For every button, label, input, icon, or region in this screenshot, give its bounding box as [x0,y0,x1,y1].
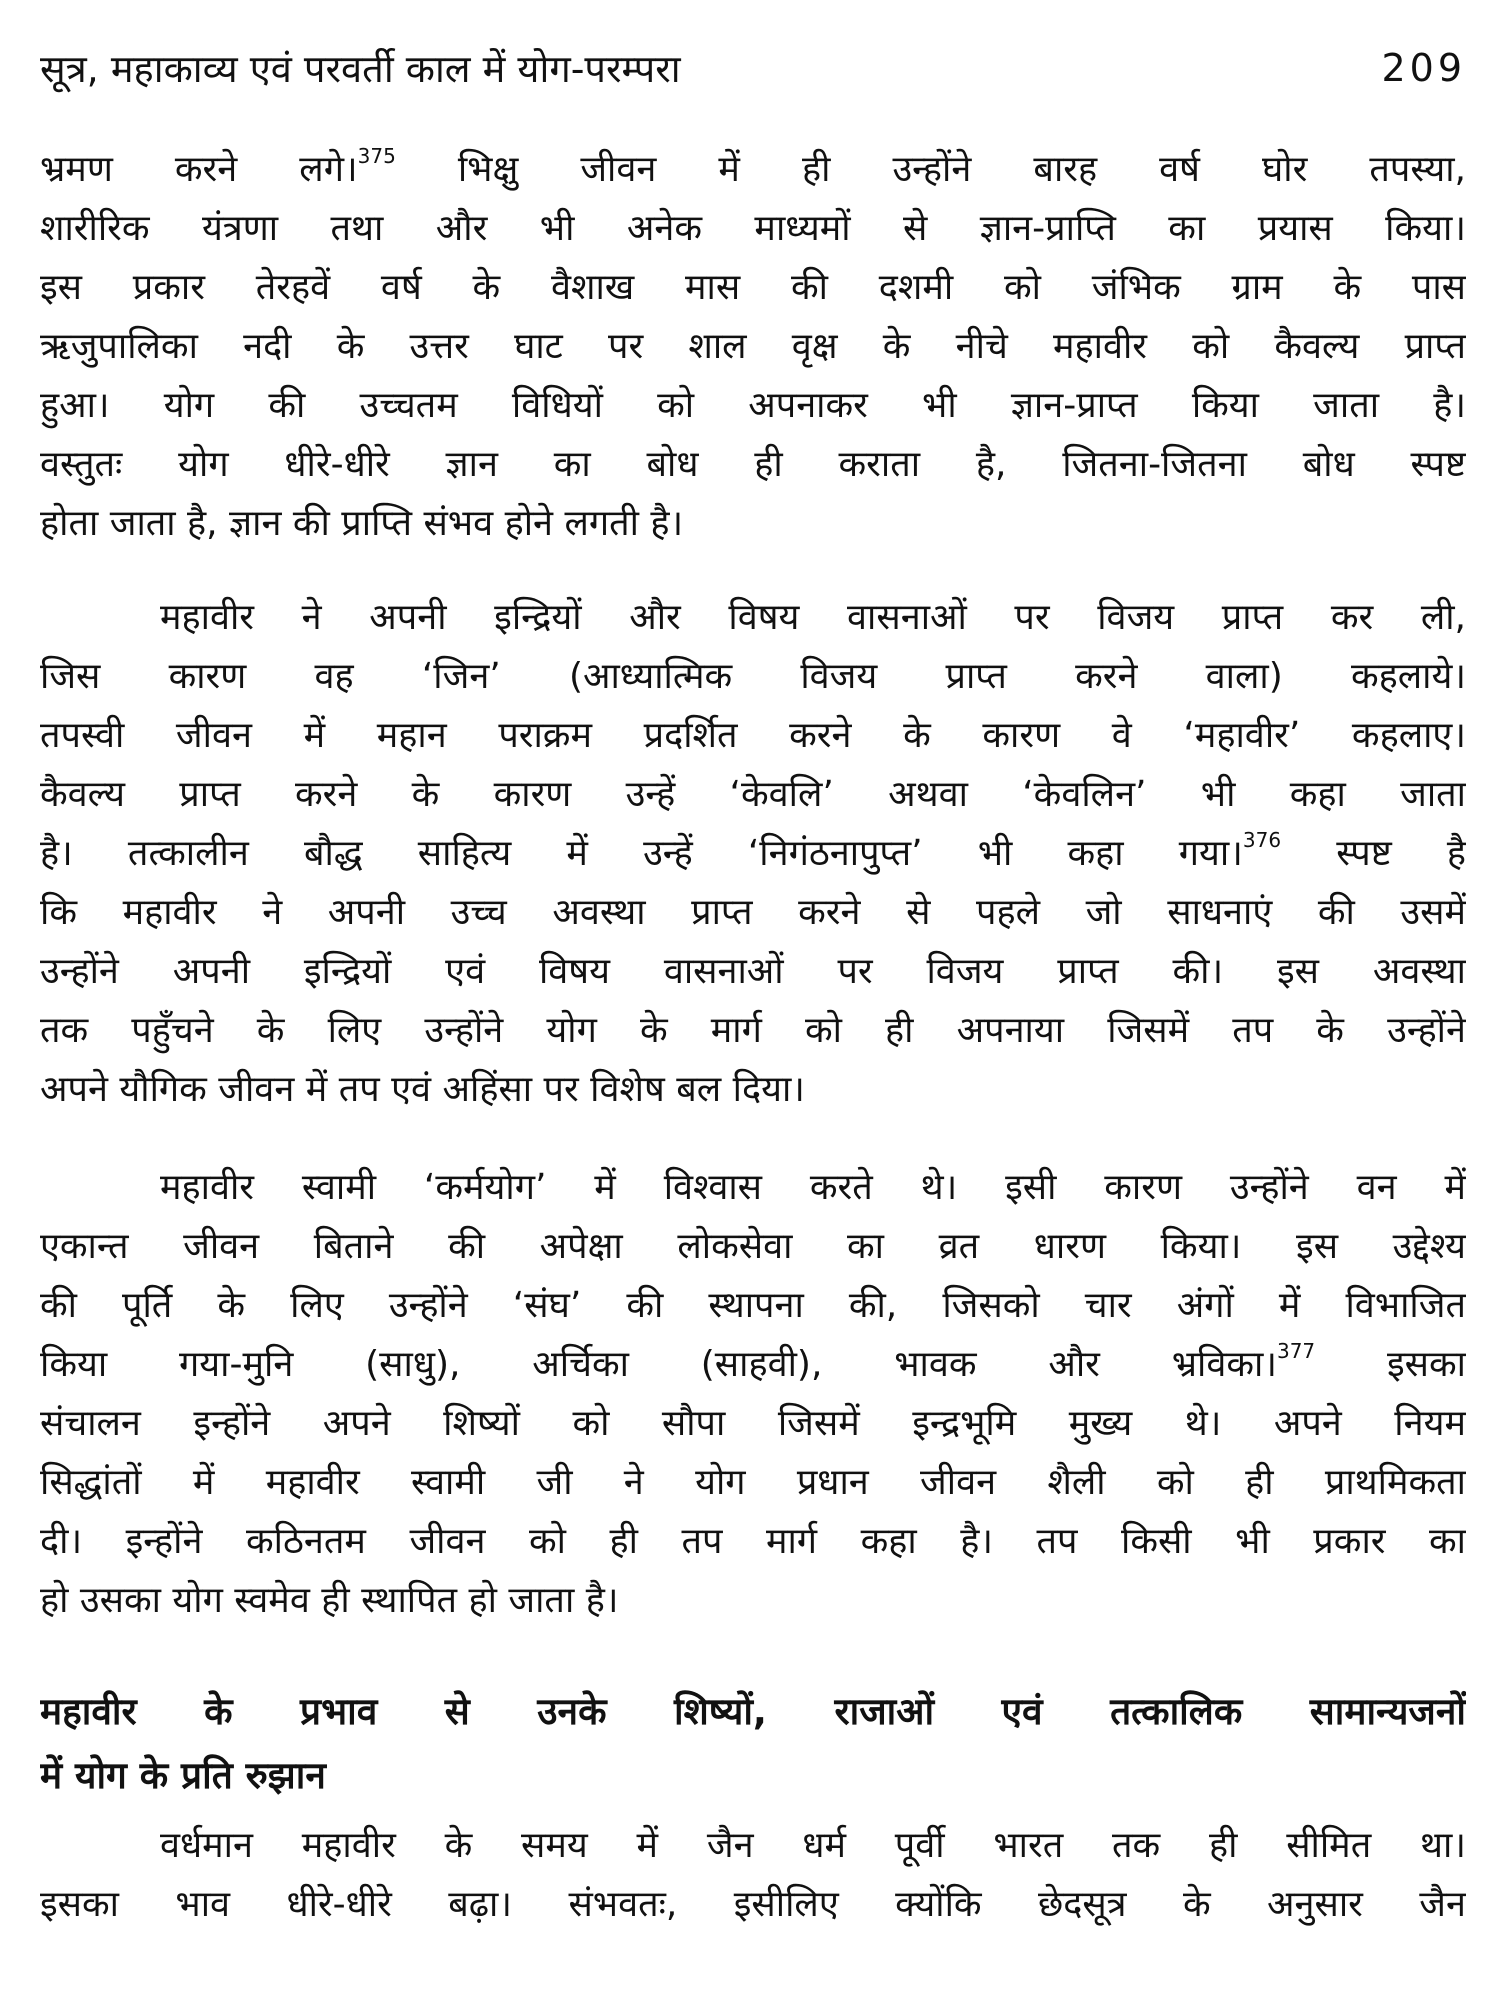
text-line [40,1060,1466,1119]
text-line [40,1276,1466,1335]
text-segment: होता जाता है, ज्ञान की प्राप्ति संभव होने लगती है। [40,503,684,544]
text-segment: हो उसका योग स्वमेव ही स्थापित हो जाता है। [40,1580,619,1621]
text-line [40,140,1466,199]
footnote-marker: 375 [357,144,396,168]
text-segment: शारीरिक यंत्रणा तथा और भी अनेक माध्यमों से ज्ञान-प्राप्ति का प्रयास किया। [40,208,1466,249]
page-number: 209 [1381,46,1466,90]
text-segment: सिद्धांतों में महावीर स्वामी जी ने योग प्रधान जीवन शैली को ही प्राथमिकता [40,1462,1466,1503]
text-segment: महावीर के प्रभाव से उनके शिष्यों, राजाओं एवं तत्कालिक सामान्यजनों [40,1690,1466,1733]
text-segment: दी। इन्होंने कठिनतम जीवन को ही तप मार्ग कहा है। तप किसी भी प्रकार का [40,1521,1466,1562]
text-line [40,1001,1466,1060]
footnote-marker: 376 [1242,828,1282,852]
text-segment: तक पहुँचने के लिए उन्होंने योग के मार्ग को ही अपनाया जिसमें तप के उन्होंने [40,1010,1466,1051]
text-segment: कि महावीर ने अपनी उच्च अवस्था प्राप्त करने से पहले जो साधनाएं की उसमें [40,892,1466,933]
text-segment: संचालन इन्होंने अपने शिष्यों को सौपा जिसमें इन्द्रभूमि मुख्य थे। अपने नियम [40,1403,1466,1444]
text-line [40,258,1466,317]
text-segment: कैवल्य प्राप्त करने के कारण उन्हें ‘केवलि’ अथवा ‘केवलिन’ भी कहा जाता [40,774,1466,815]
text-line [40,1744,1466,1808]
paragraph-1 [40,140,1466,553]
text-segment: वर्धमान महावीर के समय में जैन धर्म पूर्वी भारत तक ही सीमित था। [160,1825,1466,1866]
header-title: सूत्र, महाकाव्य एवं परवर्ती काल में योग-परम्परा [40,47,681,91]
text-line [40,1512,1466,1571]
text-segment: किया गया-मुनि (साधु), अर्चिका (साहवी), भावक और भ्रविका। [40,1344,1277,1385]
text-line [40,317,1466,376]
text-segment: इस प्रकार तेरहवें वर्ष के वैशाख मास की दशमी को जंभिक ग्राम के पास [40,267,1466,308]
text-segment: स्पष्ट है [1281,833,1466,874]
text-segment: जिस कारण वह ‘जिन’ (आध्यात्मिक विजय प्राप्त करने वाला) कहलाये। [40,656,1466,697]
text-line [40,199,1466,258]
footnote-marker: 377 [1276,1339,1316,1363]
text-line [40,1875,1466,1934]
text-line [40,883,1466,942]
text-line [40,647,1466,706]
text-segment: तपस्वी जीवन में महान पराक्रम प्रदर्शित करने के कारण वे ‘महावीर’ कहलाए। [40,715,1466,756]
text-line [40,376,1466,435]
text-segment: एकान्त जीवन बिताने की अपेक्षा लोकसेवा का व्रत धारण किया। इस उद्देश्य [40,1226,1466,1267]
text-segment: महावीर स्वामी ‘कर्मयोग’ में विश्वास करते थे। इसी कारण उन्होंने वन में [160,1167,1466,1208]
text-line [40,1680,1466,1744]
text-line [40,1571,1466,1630]
text-segment: वस्तुतः योग धीरे-धीरे ज्ञान का बोध ही कराता है, जितना-जितना बोध स्पष्ट [40,444,1466,485]
section-heading [40,1680,1466,1808]
running-header [40,38,1466,98]
text-segment: में योग के प्रति रुझान [40,1754,326,1797]
text-line [40,1816,1466,1875]
text-segment: भ्रमण करने लगे। [40,149,358,190]
text-line [40,1453,1466,1512]
text-segment: भिक्षु जीवन में ही उन्होंने बारह वर्ष घोर तपस्या, [395,149,1466,190]
text-line [40,706,1466,765]
text-segment: उन्होंने अपनी इन्द्रियों एवं विषय वासनाओं पर विजय प्राप्त की। इस अवस्था [40,951,1466,992]
text-segment: की पूर्ति के लिए उन्होंने ‘संघ’ की स्थापना की, जिसको चार अंगों में विभाजित [40,1285,1466,1326]
text-segment: इसका [1315,1344,1466,1385]
paragraph-3 [40,1158,1466,1630]
text-line [40,765,1466,824]
text-line [40,824,1466,883]
text-segment: महावीर ने अपनी इन्द्रियों और विषय वासनाओं पर विजय प्राप्त कर ली, [160,597,1466,638]
text-line [40,1217,1466,1276]
text-line [40,1394,1466,1453]
text-line [40,435,1466,494]
text-segment: हुआ। योग की उच्चतम विधियों को अपनाकर भी ज्ञान-प्राप्त किया जाता है। [40,385,1466,426]
text-segment: ऋजुपालिका नदी के उत्तर घाट पर शाल वृक्ष के नीचे महावीर को कैवल्य प्राप्त [40,326,1466,367]
text-segment: है। तत्कालीन बौद्ध साहित्य में उन्हें ‘निगंठनापुप्त’ भी कहा गया। [40,833,1243,874]
text-line [40,588,1466,647]
paragraph-4 [40,1816,1466,1934]
text-line [40,494,1466,553]
text-line [40,1158,1466,1217]
paragraph-2 [40,588,1466,1119]
text-segment: इसका भाव धीरे-धीरे बढ़ा। संभवतः, इसीलिए क्योंकि छेदसूत्र के अनुसार जैन [40,1884,1466,1925]
text-line [40,942,1466,1001]
text-line [40,1335,1466,1394]
text-segment: अपने यौगिक जीवन में तप एवं अहिंसा पर विशेष बल दिया। [40,1069,805,1110]
